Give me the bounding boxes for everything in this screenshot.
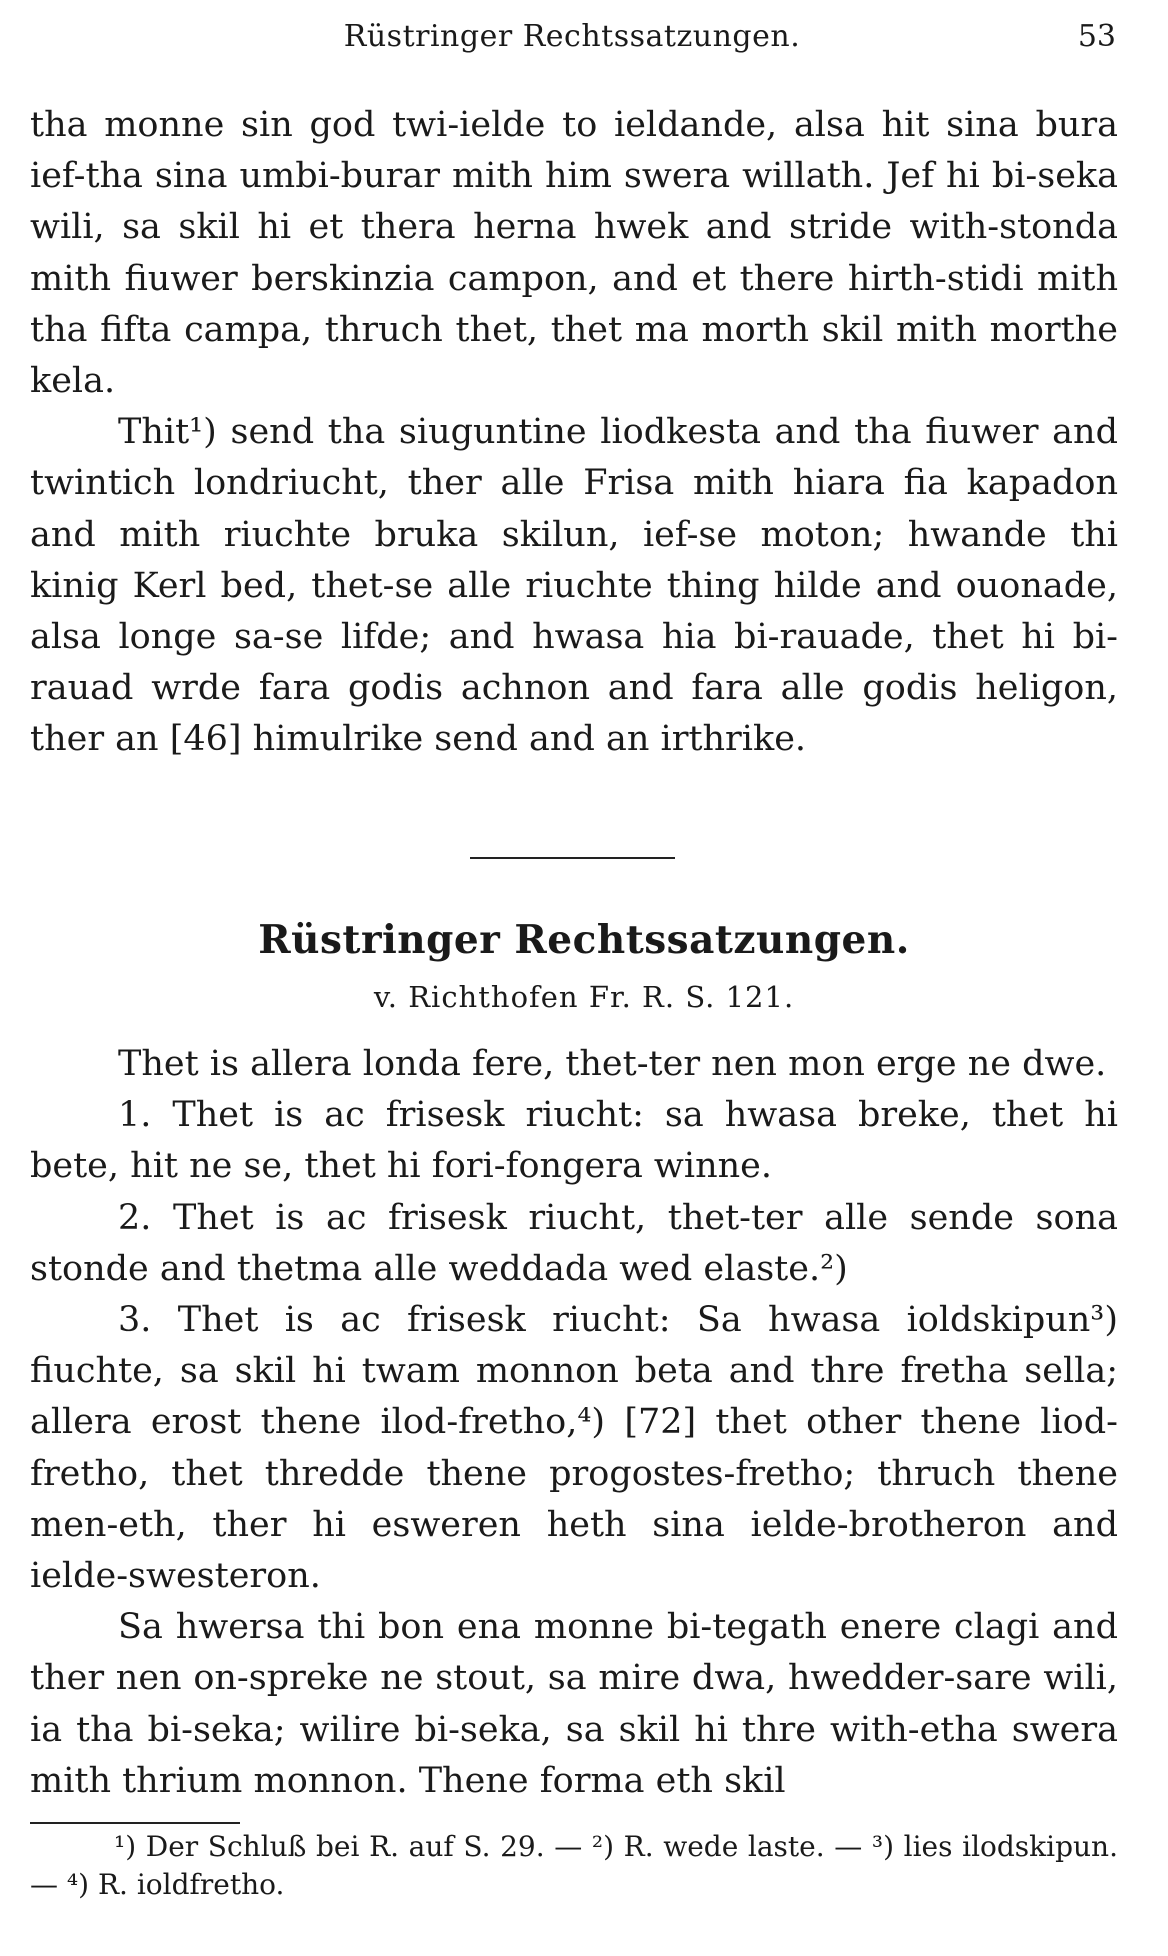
paragraph: 1. Thet is ac frisesk riucht: sa hwasa breke, thet hi bete, hit ne se, thet hi fori-fongera winne. xyxy=(30,1095,1118,1187)
section-source-reference: v. Richthofen Fr. R. S. 121. xyxy=(373,980,795,1014)
paragraph: Thit¹) send tha siuguntine liodkesta and tha fiuwer and twintich londriucht, ther alle Frisa mith hiara fia kapadon and mith riuchte bruka skilun, ief-se moton; hwande thi kinig Kerl bed, thet-se alle riuchte thing hilde and ouonade, alsa longe sa-se lifde; and hwasa hia bi-rauade, thet hi bi-rauad wrde fara godis achnon and fara alle godis heligon, ther an [46] himulrike send and an irthrike. xyxy=(30,412,1118,760)
paragraph: tha monne sin god twi-ielde to ieldande, alsa hit sina bura ief-tha sina umbi-burar mith him swera willath. Jef hi bi-seka wili, sa skil hi et thera herna hwek and stride with-stonda mith fiuwer berskinzia campon, and et there hirth-stidi mith tha fifta campa, thruch thet, thet ma morth skil mith morthe kela. xyxy=(30,105,1118,402)
section-heading: Rüstringer Rechtssatzungen. xyxy=(258,917,910,963)
paragraph: 2. Thet is ac frisesk riucht, thet-ter alle sende sona stonde and thetma alle weddada wed elaste.²) xyxy=(30,1197,1118,1289)
running-head xyxy=(28,14,1116,60)
paragraph: Sa hwersa thi bon ena monne bi-tegath enere clagi and ther nen on-spreke ne stout, sa mire dwa, hwedder-sare wili, ia tha bi-seka; wilire bi-seka, sa skil hi thre with-etha swera mith thrium monnon. Thene forma eth skil xyxy=(30,1607,1118,1801)
page-number: 53 xyxy=(1077,19,1116,54)
running-title: Rüstringer Rechtssatzungen. xyxy=(343,19,801,54)
section-text xyxy=(30,1039,1118,1807)
footnote-divider xyxy=(30,1822,240,1824)
continuation-text xyxy=(30,100,1118,766)
footnotes xyxy=(30,1828,1118,1904)
footnote-text: ¹) Der Schluß bei R. auf S. 29. — ²) R. wede laste. — ³) lies ilodskipun. — ⁴) R. ioldfretho. xyxy=(30,1830,1118,1901)
paragraph: 3. Thet is ac frisesk riucht: Sa hwasa ioldskipun³) fiuchte, sa skil hi twam monnon beta and thre fretha sella; allera erost thene ilod-fretho,⁴) [72] thet other thene liod-fretho, thet thredde thene progostes-fretho; thruch thene men-eth, ther hi esweren heth sina ielde-brotheron and ielde-swesteron. xyxy=(30,1300,1118,1597)
section-divider xyxy=(470,857,675,859)
paragraph: Thet is allera londa fere, thet-ter nen mon erge ne dwe. xyxy=(118,1044,1107,1084)
